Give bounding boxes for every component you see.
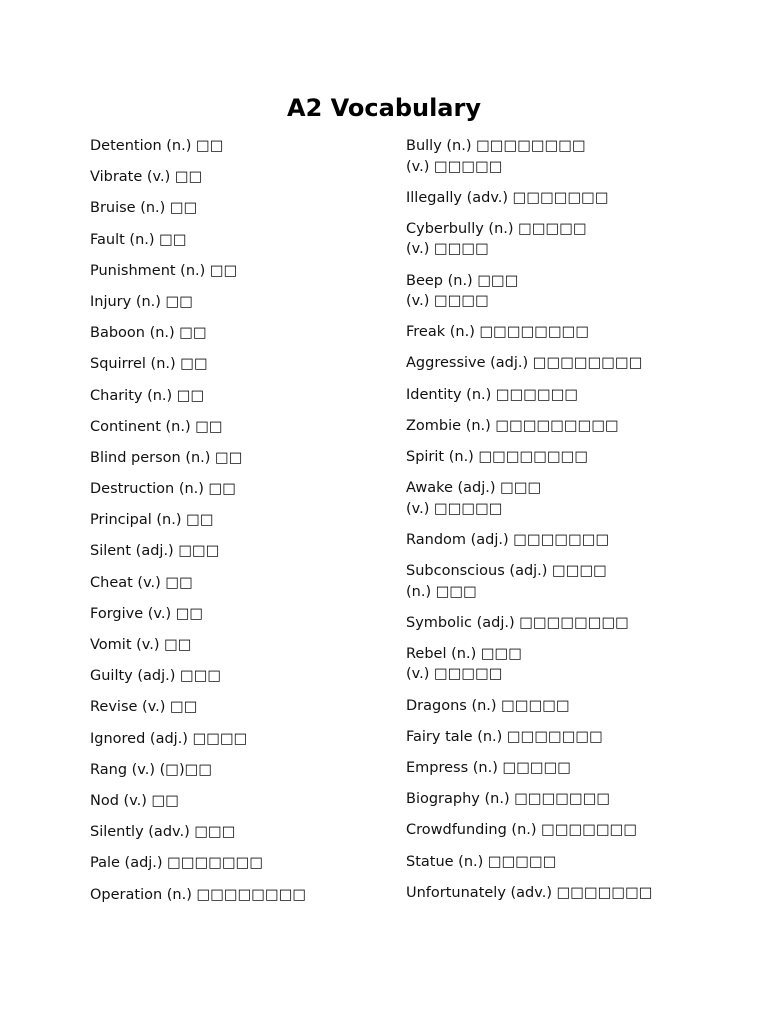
vocabulary-entry bbox=[406, 727, 746, 748]
vocabulary-entry bbox=[90, 885, 390, 906]
vocabulary-entry bbox=[406, 353, 746, 374]
vocabulary-entry bbox=[90, 261, 390, 282]
vocabulary-term: Statue (n.) □□□□□ bbox=[406, 853, 557, 870]
vocabulary-secondary-definition: (v.) □□□□□ bbox=[406, 158, 503, 175]
vocabulary-term: Cheat (v.) □□ bbox=[90, 574, 193, 591]
vocabulary-term: Revise (v.) □□ bbox=[90, 699, 198, 716]
vocabulary-entry bbox=[406, 322, 746, 343]
vocabulary-secondary-definition: (v.) □□□□□ bbox=[406, 666, 503, 683]
vocabulary-entry bbox=[90, 230, 390, 251]
vocabulary-entry bbox=[406, 219, 746, 260]
vocabulary-entry bbox=[406, 696, 746, 717]
vocabulary-term: Continent (n.) □□ bbox=[90, 418, 223, 435]
vocabulary-term: Destruction (n.) □□ bbox=[90, 481, 236, 498]
vocabulary-secondary-definition: (n.) □□□ bbox=[406, 583, 477, 600]
vocabulary-term: Beep (n.) □□□ bbox=[406, 272, 519, 289]
vocabulary-term: Guilty (adj.) □□□ bbox=[90, 668, 222, 685]
vocabulary-term: Fault (n.) □□ bbox=[90, 231, 187, 248]
vocabulary-term: Bully (n.) □□□□□□□□ bbox=[406, 138, 586, 154]
vocabulary-term: Illegally (adv.) □□□□□□□ bbox=[406, 189, 609, 206]
vocabulary-entry bbox=[90, 510, 390, 531]
vocabulary-entry bbox=[90, 354, 390, 375]
vocabulary-entry bbox=[90, 323, 390, 344]
vocabulary-term: Unfortunately (adv.) □□□□□□□ bbox=[406, 884, 653, 901]
vocabulary-term: Rang (v.) (□)□□ bbox=[90, 761, 213, 778]
vocabulary-term: Symbolic (adj.) □□□□□□□□ bbox=[406, 614, 629, 631]
vocabulary-term: Vomit (v.) □□ bbox=[90, 637, 192, 653]
vocabulary-term: Dragons (n.) □□□□□ bbox=[406, 697, 570, 714]
vocabulary-entry bbox=[406, 561, 746, 602]
vocabulary-entry bbox=[90, 666, 390, 687]
vocabulary-term: Silently (adv.) □□□ bbox=[90, 824, 236, 841]
vocabulary-term: Cyberbully (n.) □□□□□ bbox=[406, 220, 587, 237]
vocabulary-entry bbox=[406, 883, 746, 904]
vocabulary-entry bbox=[90, 167, 390, 188]
vocabulary-entry bbox=[90, 604, 390, 625]
vocabulary-entry bbox=[406, 789, 746, 810]
vocabulary-term: Spirit (n.) □□□□□□□□ bbox=[406, 449, 589, 465]
vocabulary-entry bbox=[90, 136, 390, 157]
vocabulary-term: Squirrel (n.) □□ bbox=[90, 356, 208, 373]
vocabulary-term: Detention (n.) □□ bbox=[90, 138, 224, 154]
vocabulary-entry bbox=[406, 613, 746, 634]
vocabulary-entry bbox=[406, 136, 746, 177]
vocabulary-term: Nod (v.) □□ bbox=[90, 792, 179, 809]
vocabulary-term: Random (adj.) □□□□□□□ bbox=[406, 531, 610, 548]
vocabulary-entry bbox=[90, 448, 390, 469]
vocabulary-term: Fairy tale (n.) □□□□□□□ bbox=[406, 728, 603, 745]
vocabulary-entry bbox=[406, 271, 746, 312]
vocabulary-term: Silent (adj.) □□□ bbox=[90, 543, 220, 560]
vocabulary-entry bbox=[90, 791, 390, 812]
vocabulary-entry bbox=[90, 292, 390, 313]
vocabulary-term: Awake (adj.) □□□ bbox=[406, 480, 542, 497]
vocabulary-secondary-definition: (v.) □□□□ bbox=[406, 293, 489, 310]
vocabulary-term: Freak (n.) □□□□□□□□ bbox=[406, 324, 590, 341]
vocabulary-entry bbox=[90, 417, 390, 438]
vocabulary-term: Punishment (n.) □□ bbox=[90, 262, 238, 279]
vocabulary-entry bbox=[406, 385, 746, 406]
vocabulary-term: Ignored (adj.) □□□□ bbox=[90, 730, 248, 747]
vocabulary-term: Operation (n.) □□□□□□□□ bbox=[90, 886, 307, 903]
vocabulary-entry bbox=[90, 635, 390, 656]
vocabulary-secondary-definition: (v.) □□□□ bbox=[406, 241, 489, 258]
vocabulary-entry bbox=[90, 853, 390, 874]
vocabulary-entry bbox=[406, 188, 746, 209]
vocabulary-entry bbox=[406, 447, 746, 468]
vocabulary-entry bbox=[406, 530, 746, 551]
vocabulary-entry bbox=[406, 852, 746, 873]
vocabulary-term: Zombie (n.) □□□□□□□□□ bbox=[406, 417, 619, 434]
vocabulary-entry bbox=[90, 386, 390, 407]
vocabulary-term: Crowdfunding (n.) □□□□□□□ bbox=[406, 822, 638, 839]
vocabulary-term: Pale (adj.) □□□□□□□ bbox=[90, 855, 264, 872]
vocabulary-entry bbox=[90, 198, 390, 219]
vocabulary-term: Injury (n.) □□ bbox=[90, 293, 193, 310]
vocabulary-term: Baboon (n.) □□ bbox=[90, 325, 207, 342]
vocabulary-term: Identity (n.) □□□□□□ bbox=[406, 386, 579, 403]
vocabulary-entry bbox=[90, 760, 390, 781]
vocabulary-secondary-definition: (v.) □□□□□ bbox=[406, 500, 503, 517]
left-vocabulary-column bbox=[90, 136, 390, 916]
vocabulary-term: Principal (n.) □□ bbox=[90, 512, 214, 529]
vocabulary-term: Charity (n.) □□ bbox=[90, 387, 205, 404]
vocabulary-entry bbox=[406, 644, 746, 685]
vocabulary-term: Aggressive (adj.) □□□□□□□□ bbox=[406, 355, 643, 372]
vocabulary-entry bbox=[90, 479, 390, 500]
vocabulary-entry bbox=[406, 758, 746, 779]
vocabulary-term: Empress (n.) □□□□□ bbox=[406, 760, 571, 776]
vocabulary-term: Forgive (v.) □□ bbox=[90, 605, 204, 622]
vocabulary-entry bbox=[90, 697, 390, 718]
vocabulary-entry bbox=[90, 729, 390, 750]
vocabulary-term: Blind person (n.) □□ bbox=[90, 449, 243, 466]
page-title: A2 Vocabulary bbox=[287, 94, 481, 122]
vocabulary-term: Vibrate (v.) □□ bbox=[90, 169, 203, 186]
vocabulary-term: Subconscious (adj.) □□□□ bbox=[406, 563, 607, 580]
vocabulary-term: Biography (n.) □□□□□□□ bbox=[406, 791, 611, 808]
right-vocabulary-column bbox=[406, 136, 746, 914]
vocabulary-entry bbox=[90, 822, 390, 843]
vocabulary-entry bbox=[90, 573, 390, 594]
vocabulary-entry bbox=[406, 478, 746, 519]
vocabulary-entry bbox=[406, 416, 746, 437]
vocabulary-term: Rebel (n.) □□□ bbox=[406, 645, 522, 662]
vocabulary-entry bbox=[90, 541, 390, 562]
vocabulary-term: Bruise (n.) □□ bbox=[90, 200, 198, 217]
vocabulary-entry bbox=[406, 820, 746, 841]
